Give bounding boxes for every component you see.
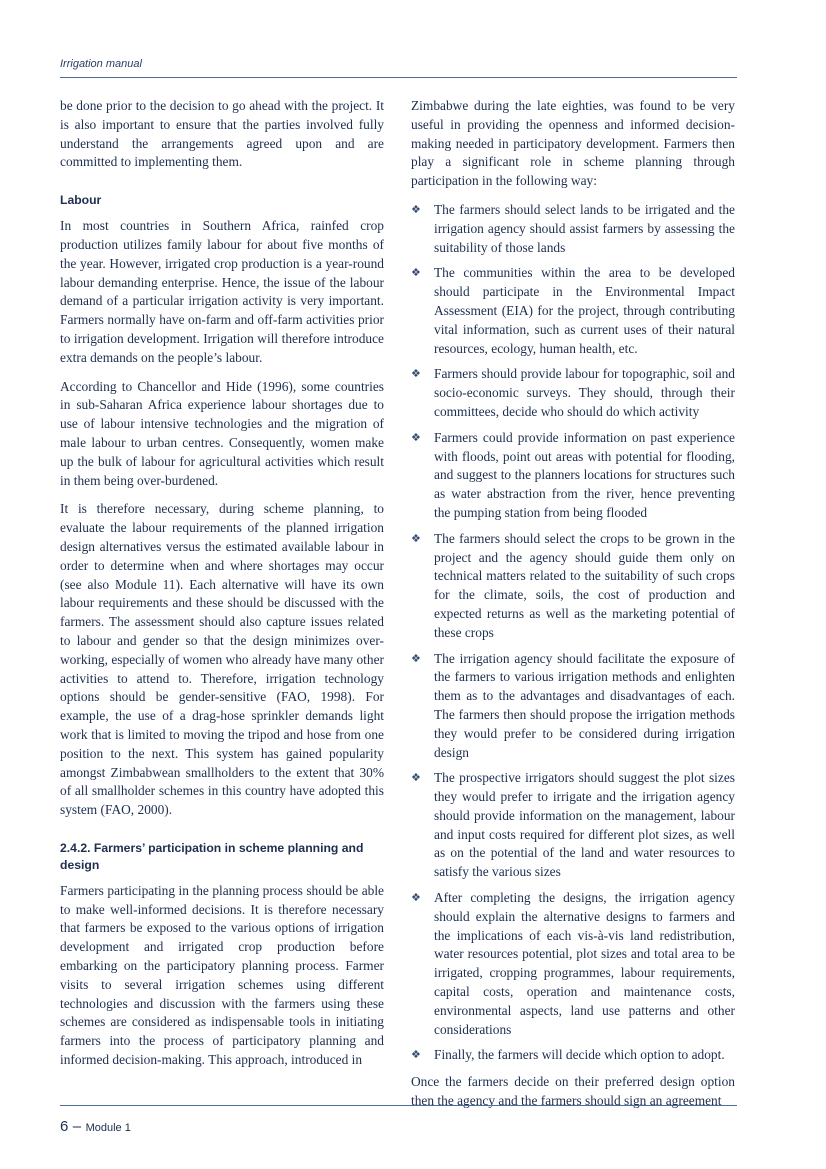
diamond-bullet-icon: ❖ xyxy=(411,891,421,905)
intro-paragraph: be done prior to the decision to go ahead with the project. It is also important to ensure that the parties involved fully understand the arrangements agreed upon and are committed to implementing them. xyxy=(60,98,384,170)
list-item xyxy=(411,1046,735,1065)
diamond-bullet-icon: ❖ xyxy=(411,202,421,216)
footer-rule xyxy=(60,1105,737,1106)
section-paragraph: Farmers participating in the planning process should be able to make well-informed decisions. It is therefore necessary that farmers be exposed to the various options of irrigation development and irrigated crop production before embarking on the participatory planning process. Farmer visits to several irrigation schemes using different technologies and discussion with the farmers using these schemes are considered as indispensable tools in initiating farmers into the process of participatory planning and informed decision-making. This approach, introduced in xyxy=(60,882,384,1068)
running-header: Irrigation manual xyxy=(60,58,142,70)
labour-paragraph-3: It is therefore necessary, during scheme planning, to evaluate the labour requirements of the planned irrigation design alternatives versus the estimated available labour in order to determine when and where shortages may occur (see also Module 11). Each alternative will have its own labour requirements and these should be discussed with the farmers. The assessment should also capture issues related to labour and gender so that the design minimizes over-working, especially of women who already have many other activities to attend to. Therefore, irrigation technology options should be gender-sensitive (FAO, 1998). For example, the use of a drag-hose sprinkler demands light work that is limited to moving the tripod and hose from one position to the next. This system has gained popularity amongst Zimbabwean smallholders to the extent that 30% of all smallholder schemes in this country have adopted this system (FAO, 2000). xyxy=(60,501,384,818)
diamond-bullet-icon: ❖ xyxy=(411,1048,421,1062)
list-item xyxy=(411,365,735,421)
list-item xyxy=(411,264,735,358)
list-item-text: Finally, the farmers will decide which option to adopt. xyxy=(434,1047,725,1063)
labour-paragraph-2: According to Chancellor and Hide (1996), some countries in sub-Saharan Africa experience labour shortages due to use of labour intensive technologies and the migration of male labour to urban centres. Consequently, women make up the bulk of labour for agricultural activities which result in them being over-burdened. xyxy=(60,378,384,488)
labour-heading: Labour xyxy=(60,193,102,208)
diamond-bullet-icon: ❖ xyxy=(411,430,421,444)
diamond-bullet-icon: ❖ xyxy=(411,651,421,665)
section-heading: 2.4.2. Farmers’ participation in scheme planning and design xyxy=(60,840,364,872)
page-footer xyxy=(60,1118,131,1136)
list-item xyxy=(411,429,735,523)
page-number: 6 xyxy=(60,1118,69,1135)
labour-paragraph-1: In most countries in Southern Africa, rainfed crop production utilizes family labour for about five months of the year. However, irrigated crop production is a year-round labour demanding enterprise. Hence, the issue of the labour demand of a particular irrigation activity is very important. Farmers normally have on-farm and off-farm activities prior to irrigation development. Irrigation will therefore introduce extra demands on the people’s labour. xyxy=(60,218,384,365)
right-intro-paragraph: Zimbabwe during the late eighties, was found to be very useful in providing the openness and informed decision-making needed in participatory development. Farmers then play a significant role in scheme planning through participation in the following way: xyxy=(411,98,735,189)
list-item xyxy=(411,530,735,643)
list-item-text: The farmers should select the crops to be grown in the project and the agency should guide them only on technical matters related to the suitability of such crops for the climate, soils, the cost of production and expected returns as well as the marketing potential of these crops xyxy=(434,530,735,640)
list-item-text: Farmers could provide information on past experience with floods, point out areas with potential for flooding, and suggest to the planners locations for structures such as water abstraction from the river, hence preventing the pumping station from being flooded xyxy=(434,429,735,520)
list-item-text: The irrigation agency should facilitate the exposure of the farmers to various irrigation methods and enlighten them as to the advantages and disadvantages of each. The farmers then should propose the irrigation methods they would prefer to be considered during irrigation design xyxy=(434,650,735,760)
list-item xyxy=(411,201,735,257)
list-item-text: After completing the designs, the irrigation agency should explain the alternative designs to farmers and the implications of each vis-à-vis land redistribution, water resources potential, plot sizes and total area to be irrigated, cropping programmes, labour requirements, capital costs, operation and maintenance costs, environmental aspects, land use patterns and other considerations xyxy=(434,890,735,1037)
diamond-bullet-icon: ❖ xyxy=(411,266,421,280)
list-item-text: The communities within the area to be developed should participate in the Environmental Impact Assessment (EIA) for the project, through contributing vital information, such as current uses of their natural resources, ecology, human health, etc. xyxy=(434,265,735,356)
diamond-bullet-icon: ❖ xyxy=(411,771,421,785)
footer-separator: – xyxy=(72,1118,82,1135)
list-item-text: Farmers should provide labour for topographic, soil and socio-economic surveys. They should, through their committees, decide who should do which activity xyxy=(434,366,735,419)
list-item xyxy=(411,889,735,1039)
diamond-bullet-icon: ❖ xyxy=(411,531,421,545)
right-column xyxy=(411,97,735,1121)
list-item xyxy=(411,650,735,763)
diamond-bullet-icon: ❖ xyxy=(411,367,421,381)
list-item-text: The farmers should select lands to be irrigated and the irrigation agency should assist farmers by assessing the suitability of those lands xyxy=(434,201,735,255)
list-item-text: The prospective irrigators should suggest the plot sizes they would prefer to irrigate and the irrigation agency should provide information on the management, labour and input costs required for different plot sizes, as well as on the potential of the land and water resources to satisfy the various sizes xyxy=(434,770,735,880)
list-item xyxy=(411,769,735,882)
closing-paragraph: Once the farmers decide on their preferred design option then the agency and the farmers should sign an agreement xyxy=(411,1074,735,1109)
participation-list xyxy=(411,201,735,1065)
header-rule xyxy=(60,77,737,78)
left-column xyxy=(60,97,384,1080)
module-label: Module 1 xyxy=(85,1122,131,1134)
